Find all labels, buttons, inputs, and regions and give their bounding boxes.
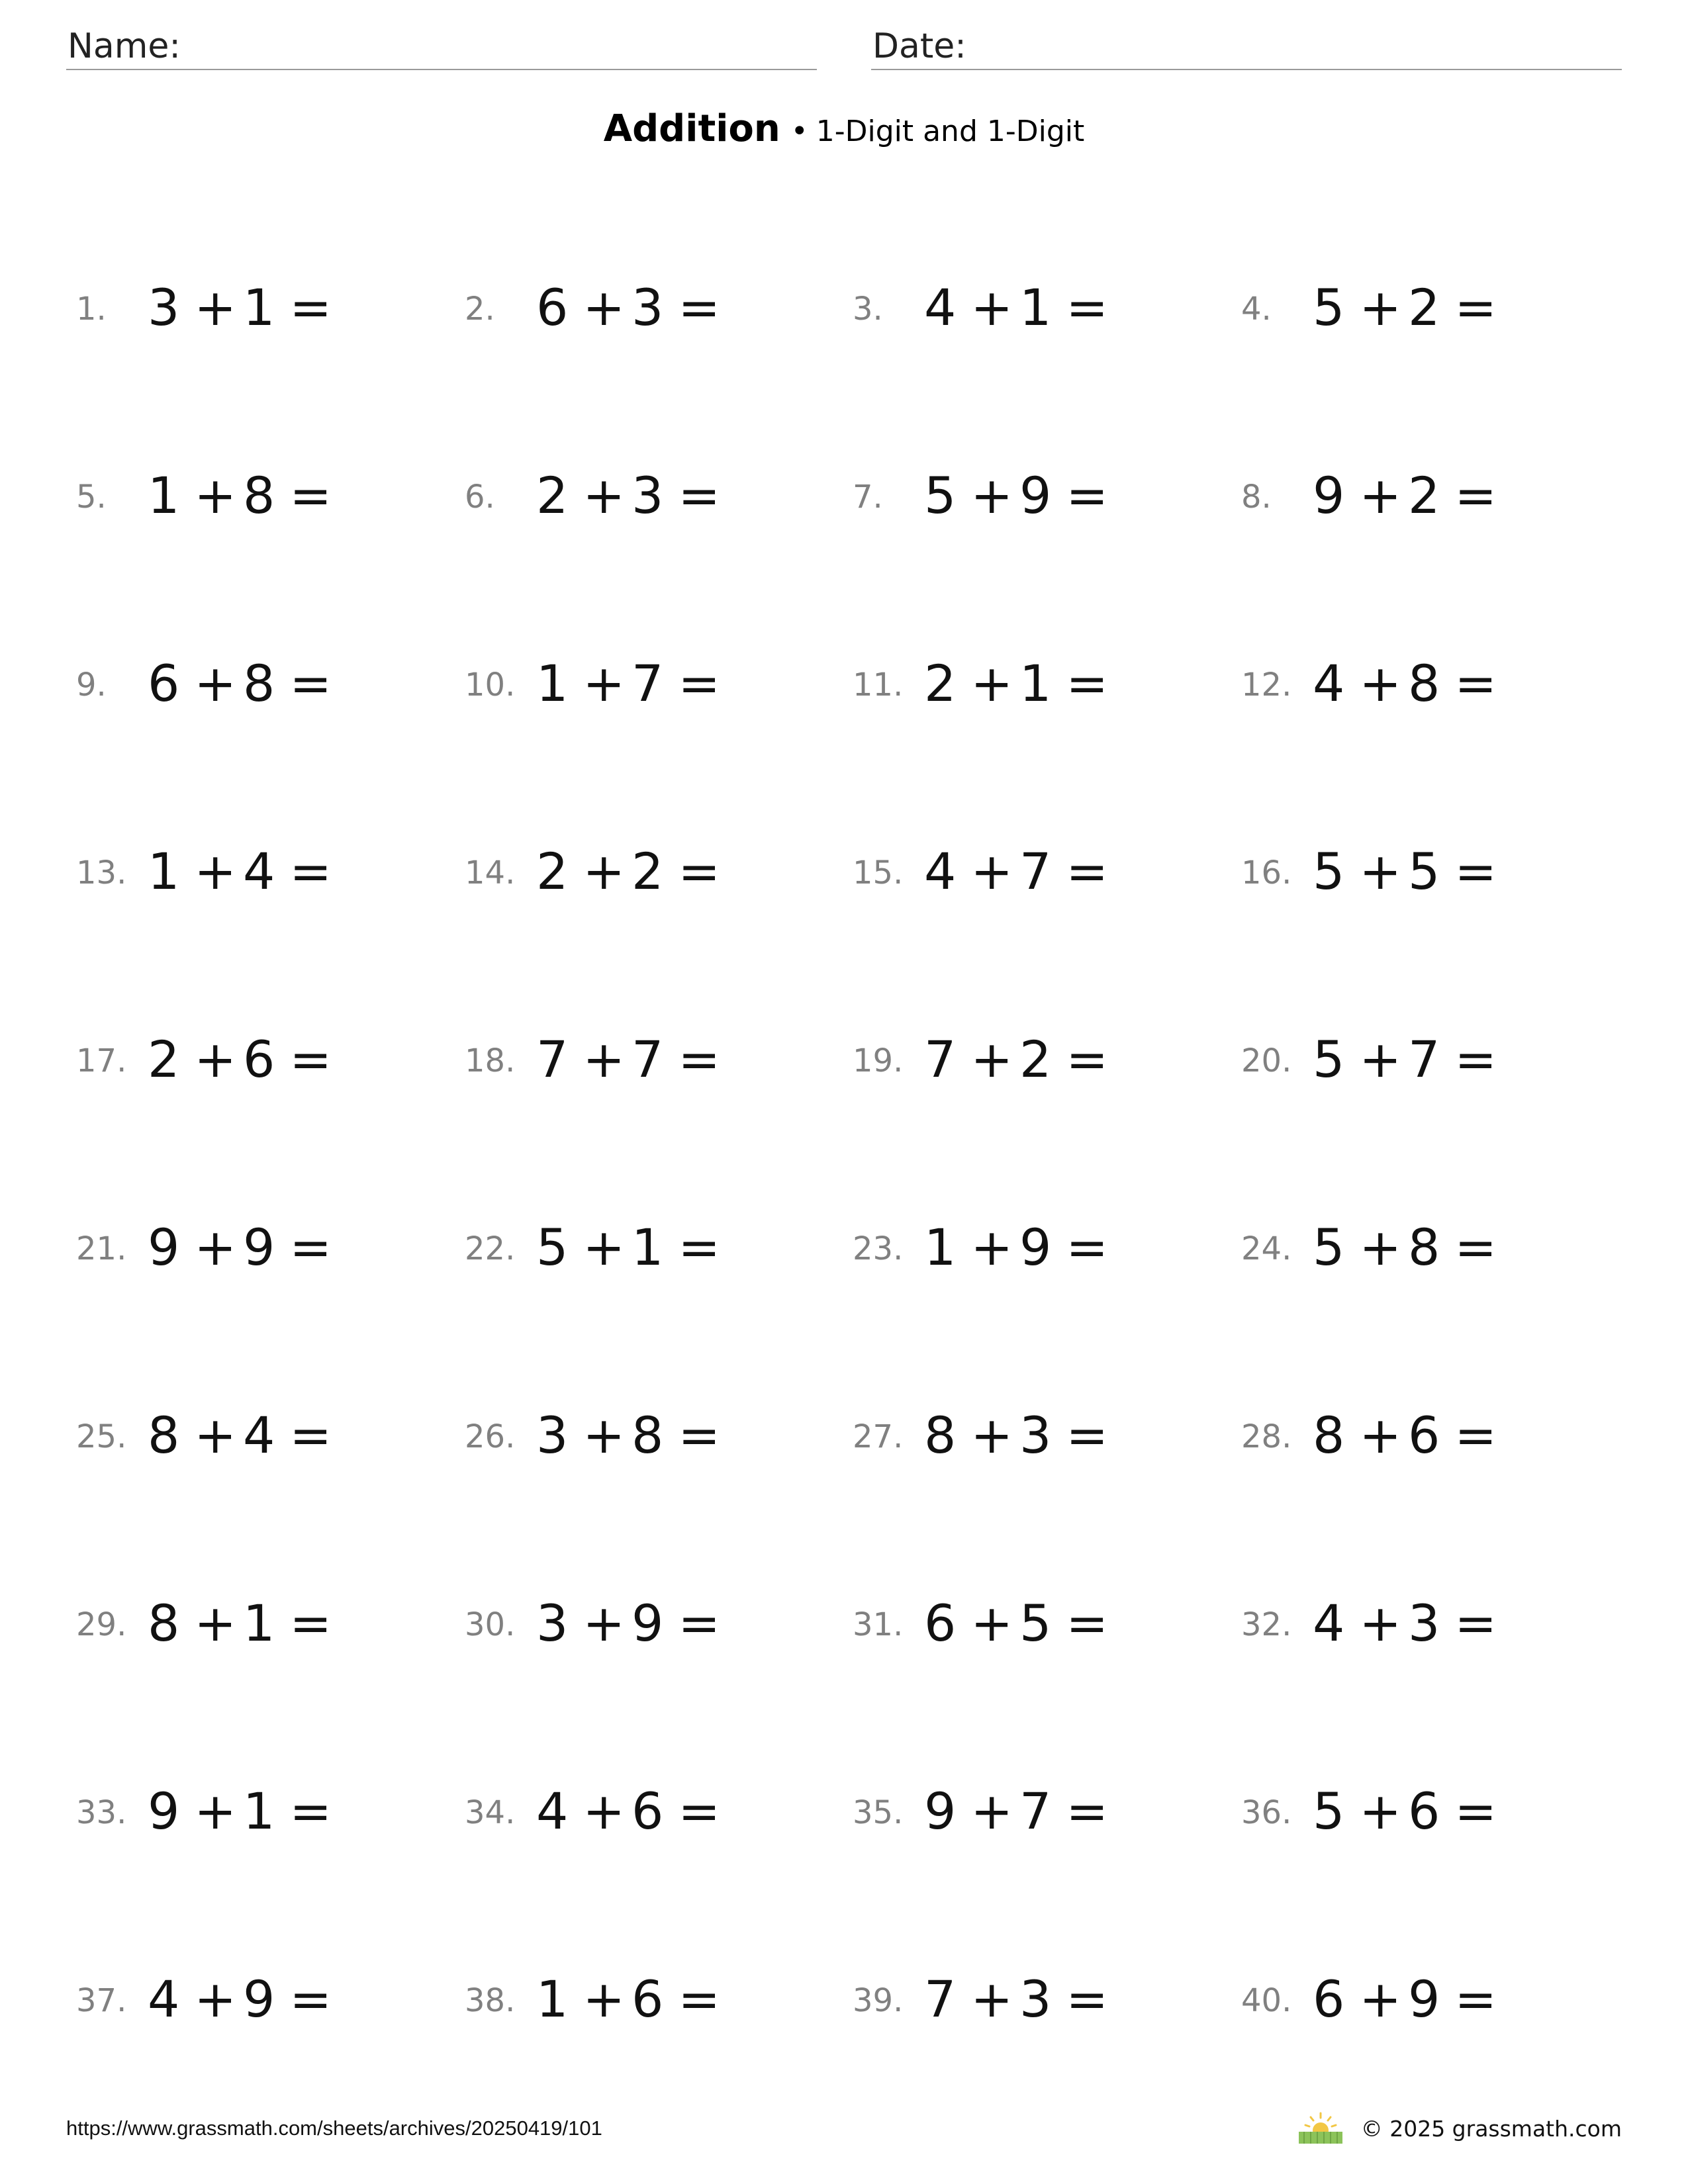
problem-item	[76, 1590, 420, 1663]
addend-b: 7	[632, 654, 664, 713]
problem-expression	[148, 1402, 332, 1469]
plus-operator: +	[194, 654, 237, 713]
addend-a: 4	[1313, 1594, 1345, 1653]
problem-number: 16.	[1241, 854, 1292, 891]
equals-sign: =	[678, 1218, 721, 1277]
problem-expression	[148, 463, 332, 529]
plus-operator: +	[194, 1970, 237, 2028]
problem-expression	[1313, 1966, 1497, 2032]
addend-b: 6	[632, 1782, 664, 1841]
equals-sign: =	[1454, 1782, 1497, 1841]
addend-a: 3	[148, 278, 180, 337]
problem-expression	[536, 1966, 720, 2032]
plus-operator: +	[1359, 1406, 1402, 1465]
equals-sign: =	[1454, 1218, 1497, 1277]
addend-a: 8	[148, 1406, 180, 1465]
addend-a: 8	[1313, 1406, 1345, 1465]
plus-operator: +	[583, 1030, 626, 1089]
equals-sign: =	[678, 1782, 721, 1841]
problem-item	[76, 1214, 420, 1287]
addend-a: 9	[1313, 466, 1345, 525]
addend-b: 9	[243, 1970, 275, 2028]
problem-expression	[924, 463, 1108, 529]
problem-item	[1241, 1778, 1585, 1851]
date-label: Date:	[872, 26, 966, 66]
addend-a: 6	[148, 654, 180, 713]
plus-operator: +	[583, 1782, 626, 1841]
equals-sign: =	[289, 654, 332, 713]
problem-expression	[148, 1026, 332, 1093]
problem-item	[465, 1778, 809, 1851]
problem-expression	[536, 1402, 720, 1469]
problem-expression	[536, 275, 720, 341]
equals-sign: =	[289, 1782, 332, 1841]
problem-item	[76, 275, 420, 347]
problem-number: 20.	[1241, 1042, 1292, 1079]
plus-operator: +	[970, 1970, 1013, 2028]
problem-number: 12.	[1241, 666, 1292, 704]
problem-item	[465, 1026, 809, 1099]
problem-number: 22.	[465, 1230, 516, 1267]
problem-number: 38.	[465, 1982, 516, 2019]
plus-operator: +	[194, 1406, 237, 1465]
problem-expression	[536, 1026, 720, 1093]
addend-b: 5	[1019, 1594, 1052, 1653]
problem-number: 2.	[465, 291, 495, 328]
plus-operator: +	[1359, 654, 1402, 713]
problem-number: 8.	[1241, 478, 1272, 516]
equals-sign: =	[1066, 1030, 1109, 1089]
addend-b: 9	[1019, 1218, 1052, 1277]
title-subtitle: 1-Digit and 1-Digit	[816, 114, 1085, 148]
plus-operator: +	[583, 466, 626, 525]
problem-number: 27.	[853, 1418, 904, 1455]
problem-expression	[1313, 651, 1497, 717]
equals-sign: =	[1454, 1030, 1497, 1089]
addend-b: 7	[632, 1030, 664, 1089]
addend-b: 3	[1019, 1970, 1052, 2028]
addend-b: 1	[243, 1782, 275, 1841]
problem-item	[1241, 275, 1585, 347]
addend-a: 1	[536, 1970, 569, 2028]
plus-operator: +	[583, 654, 626, 713]
problem-item	[76, 839, 420, 911]
equals-sign: =	[289, 466, 332, 525]
problem-number: 28.	[1241, 1418, 1292, 1455]
problem-item	[853, 1026, 1197, 1099]
problem-expression	[536, 1590, 720, 1657]
problem-item	[465, 1402, 809, 1475]
plus-operator: +	[194, 466, 237, 525]
plus-operator: +	[583, 1406, 626, 1465]
problem-item	[76, 1778, 420, 1851]
addend-a: 5	[1313, 1218, 1345, 1277]
plus-operator: +	[583, 1594, 626, 1653]
plus-operator: +	[194, 1782, 237, 1841]
problem-number: 40.	[1241, 1982, 1292, 2019]
problem-number: 35.	[853, 1794, 904, 1831]
addend-a: 4	[924, 842, 957, 901]
equals-sign: =	[289, 1030, 332, 1089]
equals-sign: =	[678, 654, 721, 713]
addend-b: 5	[1408, 842, 1440, 901]
problem-number: 5.	[76, 478, 107, 516]
plus-operator: +	[1359, 466, 1402, 525]
equals-sign: =	[678, 1030, 721, 1089]
problem-item	[1241, 1590, 1585, 1663]
addend-b: 8	[243, 466, 275, 525]
problem-item	[76, 463, 420, 535]
plus-operator: +	[970, 1782, 1013, 1841]
addend-a: 2	[148, 1030, 180, 1089]
addend-b: 8	[1408, 1218, 1440, 1277]
date-field[interactable]	[871, 25, 1622, 70]
addend-a: 2	[536, 842, 569, 901]
plus-operator: +	[970, 466, 1013, 525]
addend-a: 8	[924, 1406, 957, 1465]
addend-a: 5	[924, 466, 957, 525]
problem-expression	[536, 463, 720, 529]
problem-number: 19.	[853, 1042, 904, 1079]
addend-b: 6	[632, 1970, 664, 2028]
problem-item	[853, 839, 1197, 911]
addend-a: 4	[536, 1782, 569, 1841]
addend-b: 2	[1408, 466, 1440, 525]
problem-item	[1241, 1026, 1585, 1099]
problem-item	[853, 1214, 1197, 1287]
footer-copyright: © 2025 grassmath.com	[1360, 2115, 1622, 2142]
addend-a: 7	[924, 1970, 957, 2028]
name-label: Name:	[68, 26, 181, 66]
equals-sign: =	[289, 1970, 332, 2028]
plus-operator: +	[1359, 842, 1402, 901]
plus-operator: +	[583, 278, 626, 337]
equals-sign: =	[678, 1406, 721, 1465]
addend-b: 2	[632, 842, 664, 901]
title-main: Addition	[603, 107, 780, 150]
problem-item	[853, 1778, 1197, 1851]
problem-item	[76, 1026, 420, 1099]
plus-operator: +	[1359, 1218, 1402, 1277]
problem-expression	[148, 275, 332, 341]
problem-number: 9.	[76, 666, 107, 704]
plus-operator: +	[194, 278, 237, 337]
equals-sign: =	[678, 1970, 721, 2028]
problem-item	[853, 463, 1197, 535]
problem-item	[853, 275, 1197, 347]
addend-b: 7	[1019, 1782, 1052, 1841]
equals-sign: =	[1066, 1594, 1109, 1653]
addend-a: 1	[148, 466, 180, 525]
addend-b: 1	[243, 278, 275, 337]
addend-a: 8	[148, 1594, 180, 1653]
equals-sign: =	[1454, 1594, 1497, 1653]
problem-expression	[924, 1026, 1108, 1093]
equals-sign: =	[1454, 842, 1497, 901]
addend-a: 6	[1313, 1970, 1345, 2028]
problem-number: 14.	[465, 854, 516, 891]
plus-operator: +	[1359, 278, 1402, 337]
problem-expression	[1313, 1590, 1497, 1657]
problem-expression	[924, 839, 1108, 905]
problem-item	[1241, 1214, 1585, 1287]
addend-a: 2	[536, 466, 569, 525]
problem-item	[853, 651, 1197, 723]
problem-number: 21.	[76, 1230, 127, 1267]
problem-number: 3.	[853, 291, 883, 328]
problem-item	[853, 1590, 1197, 1663]
problem-item	[1241, 1966, 1585, 2039]
problem-expression	[536, 1214, 720, 1281]
problem-number: 10.	[465, 666, 516, 704]
equals-sign: =	[1066, 466, 1109, 525]
addend-b: 9	[632, 1594, 664, 1653]
addend-a: 2	[924, 654, 957, 713]
addend-b: 1	[1019, 278, 1052, 337]
problem-number: 23.	[853, 1230, 904, 1267]
problem-item	[465, 839, 809, 911]
problem-number: 25.	[76, 1418, 127, 1455]
addend-a: 7	[924, 1030, 957, 1089]
problem-item	[465, 651, 809, 723]
problem-item	[1241, 463, 1585, 535]
plus-operator: +	[194, 1030, 237, 1089]
problem-item	[465, 1214, 809, 1287]
problem-number: 13.	[76, 854, 127, 891]
plus-operator: +	[970, 1030, 1013, 1089]
addend-a: 1	[536, 654, 569, 713]
addend-b: 9	[1408, 1970, 1440, 2028]
equals-sign: =	[289, 1406, 332, 1465]
plus-operator: +	[970, 1218, 1013, 1277]
plus-operator: +	[1359, 1030, 1402, 1089]
problem-expression	[1313, 463, 1497, 529]
equals-sign: =	[1454, 1970, 1497, 2028]
plus-operator: +	[970, 654, 1013, 713]
footer-brand	[1297, 2110, 1622, 2147]
equals-sign: =	[1066, 842, 1109, 901]
problem-number: 18.	[465, 1042, 516, 1079]
addend-a: 6	[536, 278, 569, 337]
addend-b: 6	[1408, 1782, 1440, 1841]
addend-a: 5	[536, 1218, 569, 1277]
problem-item	[465, 463, 809, 535]
addend-b: 8	[243, 654, 275, 713]
problem-expression	[148, 1590, 332, 1657]
addend-b: 4	[243, 1406, 275, 1465]
plus-operator: +	[583, 842, 626, 901]
addend-b: 8	[632, 1406, 664, 1465]
addend-b: 1	[243, 1594, 275, 1653]
equals-sign: =	[289, 278, 332, 337]
problem-number: 37.	[76, 1982, 127, 2019]
sun-over-grass-icon	[1297, 2112, 1344, 2145]
addend-a: 3	[536, 1594, 569, 1653]
equals-sign: =	[678, 842, 721, 901]
equals-sign: =	[289, 1218, 332, 1277]
problem-expression	[924, 275, 1108, 341]
name-field[interactable]	[66, 25, 817, 70]
equals-sign: =	[289, 842, 332, 901]
problem-number: 15.	[853, 854, 904, 891]
problem-number: 4.	[1241, 291, 1272, 328]
problem-number: 7.	[853, 478, 883, 516]
plus-operator: +	[583, 1218, 626, 1277]
equals-sign: =	[1454, 278, 1497, 337]
addend-b: 9	[243, 1218, 275, 1277]
addend-a: 4	[1313, 654, 1345, 713]
addend-a: 9	[148, 1782, 180, 1841]
problem-expression	[536, 651, 720, 717]
equals-sign: =	[1066, 278, 1109, 337]
plus-operator: +	[194, 1218, 237, 1277]
problem-expression	[1313, 1402, 1497, 1469]
problem-item	[1241, 651, 1585, 723]
title-separator: •	[790, 114, 808, 148]
equals-sign: =	[1066, 1218, 1109, 1277]
addend-a: 5	[1313, 842, 1345, 901]
equals-sign: =	[1066, 1782, 1109, 1841]
addend-b: 8	[1408, 654, 1440, 713]
equals-sign: =	[1454, 1406, 1497, 1465]
addend-b: 9	[1019, 466, 1052, 525]
problem-number: 11.	[853, 666, 904, 704]
problem-expression	[924, 1778, 1108, 1844]
plus-operator: +	[194, 842, 237, 901]
problem-item	[76, 1402, 420, 1475]
problem-expression	[148, 1778, 332, 1844]
addend-a: 1	[924, 1218, 957, 1277]
problem-item	[853, 1966, 1197, 2039]
plus-operator: +	[970, 1594, 1013, 1653]
problem-expression	[148, 1966, 332, 2032]
problem-grid	[0, 238, 1688, 2118]
problem-item	[465, 1966, 809, 2039]
problem-expression	[924, 1966, 1108, 2032]
plus-operator: +	[1359, 1782, 1402, 1841]
addend-b: 7	[1408, 1030, 1440, 1089]
addend-b: 3	[1019, 1406, 1052, 1465]
problem-item	[1241, 839, 1585, 911]
problem-expression	[148, 839, 332, 905]
equals-sign: =	[1066, 654, 1109, 713]
problem-number: 1.	[76, 291, 107, 328]
problem-item	[1241, 1402, 1585, 1475]
problem-expression	[536, 839, 720, 905]
problem-number: 36.	[1241, 1794, 1292, 1831]
problem-item	[465, 275, 809, 347]
plus-operator: +	[1359, 1594, 1402, 1653]
addend-b: 7	[1019, 842, 1052, 901]
problem-expression	[924, 1214, 1108, 1281]
equals-sign: =	[678, 466, 721, 525]
problem-expression	[924, 651, 1108, 717]
problem-expression	[1313, 1778, 1497, 1844]
addend-b: 1	[1019, 654, 1052, 713]
problem-expression	[924, 1402, 1108, 1469]
addend-a: 5	[1313, 278, 1345, 337]
problem-expression	[148, 1214, 332, 1281]
problem-number: 17.	[76, 1042, 127, 1079]
problem-expression	[1313, 275, 1497, 341]
problem-expression	[924, 1590, 1108, 1657]
problem-expression	[536, 1778, 720, 1844]
equals-sign: =	[289, 1594, 332, 1653]
worksheet-title	[0, 106, 1688, 155]
problem-item	[465, 1590, 809, 1663]
addend-b: 3	[632, 466, 664, 525]
addend-b: 2	[1019, 1030, 1052, 1089]
plus-operator: +	[970, 1406, 1013, 1465]
problem-number: 33.	[76, 1794, 127, 1831]
problem-number: 39.	[853, 1982, 904, 2019]
addend-a: 1	[148, 842, 180, 901]
problem-number: 6.	[465, 478, 495, 516]
addend-a: 5	[1313, 1030, 1345, 1089]
addend-b: 2	[1408, 278, 1440, 337]
equals-sign: =	[1454, 466, 1497, 525]
plus-operator: +	[583, 1970, 626, 2028]
problem-number: 24.	[1241, 1230, 1292, 1267]
addend-a: 5	[1313, 1782, 1345, 1841]
problem-number: 30.	[465, 1606, 516, 1643]
addend-a: 9	[148, 1218, 180, 1277]
addend-b: 3	[1408, 1594, 1440, 1653]
addend-b: 6	[243, 1030, 275, 1089]
problem-expression	[1313, 1214, 1497, 1281]
addend-b: 4	[243, 842, 275, 901]
equals-sign: =	[1066, 1970, 1109, 2028]
footer-url[interactable]: https://www.grassmath.com/sheets/archives/20250419/101	[66, 2116, 602, 2140]
equals-sign: =	[1066, 1406, 1109, 1465]
plus-operator: +	[1359, 1970, 1402, 2028]
problem-expression	[1313, 839, 1497, 905]
addend-a: 7	[536, 1030, 569, 1089]
equals-sign: =	[678, 278, 721, 337]
addend-b: 6	[1408, 1406, 1440, 1465]
problem-expression	[148, 651, 332, 717]
addend-b: 3	[632, 278, 664, 337]
problem-number: 31.	[853, 1606, 904, 1643]
plus-operator: +	[194, 1594, 237, 1653]
addend-a: 9	[924, 1782, 957, 1841]
plus-operator: +	[970, 278, 1013, 337]
problem-number: 26.	[465, 1418, 516, 1455]
addend-b: 1	[632, 1218, 664, 1277]
equals-sign: =	[678, 1594, 721, 1653]
addend-a: 6	[924, 1594, 957, 1653]
plus-operator: +	[970, 842, 1013, 901]
problem-number: 34.	[465, 1794, 516, 1831]
problem-number: 32.	[1241, 1606, 1292, 1643]
problem-number: 29.	[76, 1606, 127, 1643]
addend-a: 4	[924, 278, 957, 337]
problem-expression	[1313, 1026, 1497, 1093]
addend-a: 4	[148, 1970, 180, 2028]
addend-a: 3	[536, 1406, 569, 1465]
problem-item	[76, 1966, 420, 2039]
problem-item	[853, 1402, 1197, 1475]
problem-item	[76, 651, 420, 723]
equals-sign: =	[1454, 654, 1497, 713]
